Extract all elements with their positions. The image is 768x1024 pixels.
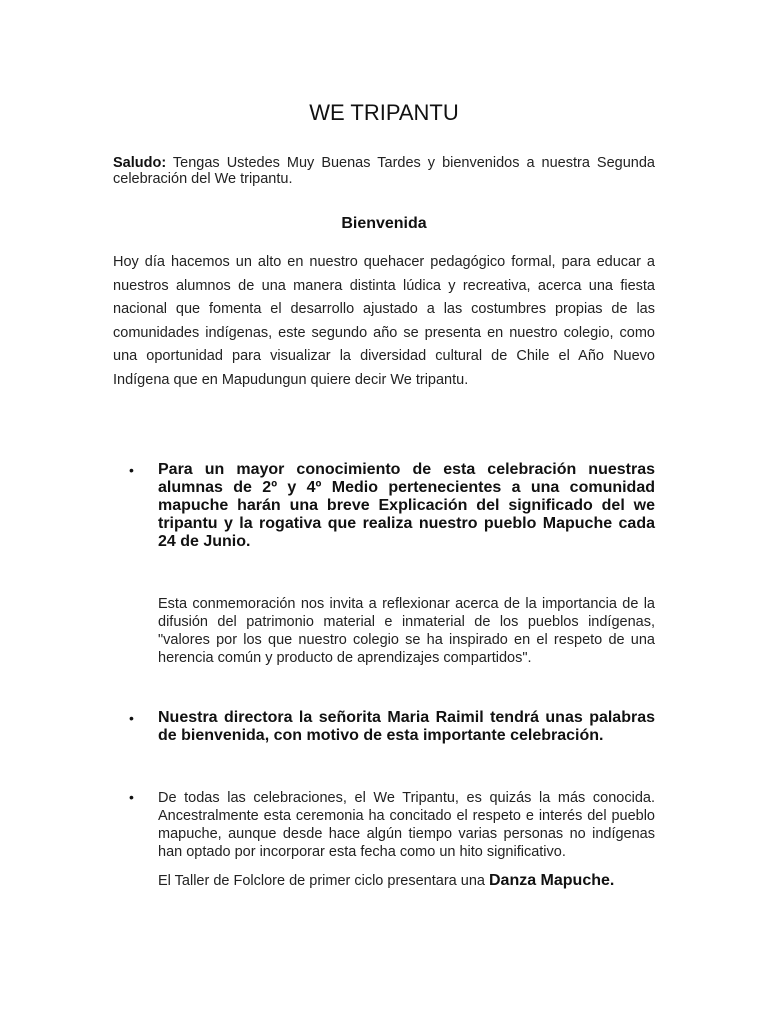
- bullet-text: De todas las celebraciones, el We Tripantu, es quizás la más conocida. Ancestralmente esta ceremonia ha concitado el respeto e interés del pueblo mapuche, aunque desde hace algún tiempo varias personas no indígenas han optado por incorporar esta fecha como un hito significativo.: [158, 790, 655, 860]
- bullet-icon: •: [129, 462, 134, 478]
- taller-text: El Taller de Folclore de primer ciclo presentara una: [158, 873, 489, 889]
- bullet-item-directora: [129, 709, 655, 745]
- saludo-label: Saludo:: [113, 155, 167, 171]
- bullet-text: Para un mayor conocimiento de esta celebración nuestras alumnas de 2º y 4º Medio pertenecientes a una comunidad mapuche harán una breve Explicación del significado del we tripantu y la rogativa que realiza nuestro pueblo Mapuche cada 24 de Junio.: [158, 461, 655, 550]
- page-title: WE TRIPANTU: [309, 100, 459, 125]
- taller-paragraph: [158, 872, 655, 890]
- bullet-item-celebraciones: [129, 789, 655, 861]
- bullet-icon: •: [129, 789, 134, 805]
- bullet-icon: •: [129, 710, 134, 726]
- bullet-item-conocimiento: [129, 461, 655, 551]
- saludo-text: Tengas Ustedes Muy Buenas Tardes y bienvenidos a nuestra Segunda celebración del We tripantu.: [113, 155, 655, 187]
- conmemoracion-paragraph: Esta conmemoración nos invita a reflexionar acerca de la importancia de la difusión del patrimonio material e inmaterial de los pueblos indígenas, "valores por los que nuestro colegio se ha inspirado en el respeto de una herencia común y producto de aprendizajes compartidos".: [158, 596, 655, 666]
- bienvenida-heading: Bienvenida: [341, 215, 427, 232]
- intro-paragraph: Hoy día hacemos un alto en nuestro quehacer pedagógico formal, para educar a nuestros alumnos de una manera distinta lúdica y recreativa, acerca una fiesta nacional que fomenta el desarrollo ajustado a las costumbres propias de las comunidades indígenas, este segundo año se presenta en nuestro colegio, como una oportunidad para visualizar la diversidad cultural de Chile el Año Nuevo Indígena que en Mapudungun quiere decir We tripantu.: [113, 254, 655, 388]
- taller-emphasis: Danza Mapuche.: [488, 872, 615, 889]
- bullet-text: Nuestra directora la señorita Maria Raimil tendrá unas palabras de bienvenida, con motivo de esta importante celebración.: [158, 709, 655, 744]
- saludo-paragraph: [113, 155, 655, 187]
